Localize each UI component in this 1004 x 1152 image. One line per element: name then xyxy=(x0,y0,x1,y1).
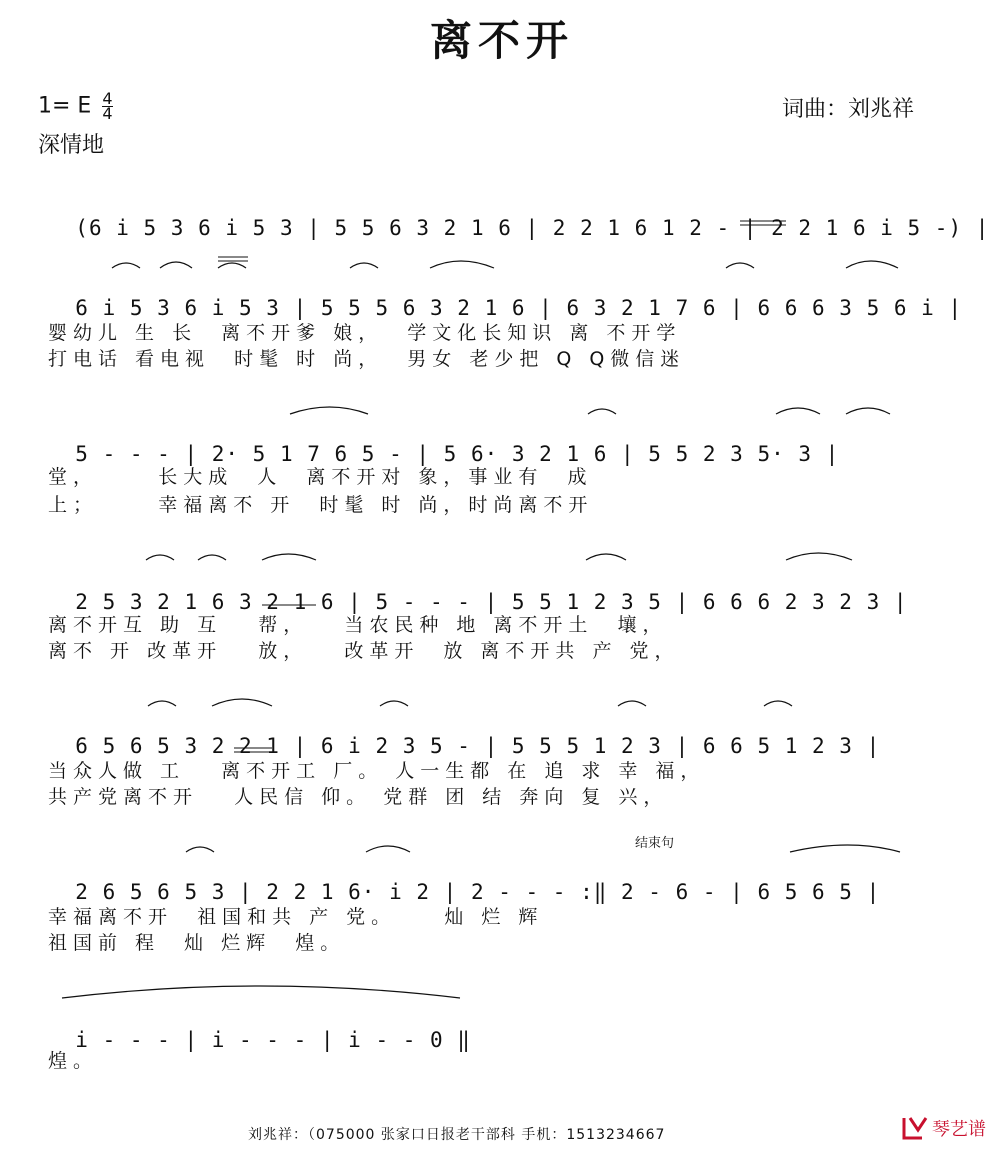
lyric-line: 打电话 看电视 时髦 时 尚， 男女 老少把 Q Q微信迷 xyxy=(48,348,686,370)
ending-label: 结束句 xyxy=(635,836,675,851)
score-notes: 5 - - - | 2· 5 1 7 6 5 - | 5 6· 3 2 1 6 | 5 5 2 3 5· 3 | xyxy=(75,442,840,466)
lyric-line: 上； 幸福离不 开 时髦 时 尚，时尚离不开 xyxy=(48,494,594,516)
score-notes: 2 6 5 6 5 3 | 2 2 1 6· i 2 | 2 - - - :‖ 2 - 6 - | 6 5 6 5 | xyxy=(75,880,881,904)
lyric-line: 离不 开 改革开 放， 改革开 放 离不开共 产 党， xyxy=(48,640,680,662)
score-notes: 6 i 5 3 6 i 5 3 | 5 5 5 6 3 2 1 6 | 6 3 2 1 7 6 | 6 6 6 3 5 6 i | xyxy=(75,296,963,320)
logo-mark xyxy=(900,1112,992,1144)
author-credit: 词曲：刘兆祥 xyxy=(781,97,914,122)
lyric-line: 共产党离不开 人民信 仰。 党群 团 结 奔向 复 兴， xyxy=(48,786,669,808)
key-label: 1= E xyxy=(38,93,92,119)
site-logo xyxy=(900,1112,992,1144)
lyric-line: 当众人做 工 离不开工 厂。 人一生都 在 追 求 幸 福， xyxy=(48,760,706,782)
lyric-line: 幸福离不开 祖国和共 产 党。 灿 烂 辉 xyxy=(48,906,544,928)
lyric-line: 堂， 长大成 人 离不开对 象，事业有 成 xyxy=(48,466,593,488)
score-notes: i - - - | i - - - | i - - 0 ‖ xyxy=(75,1028,471,1052)
time-top: 4 xyxy=(102,89,113,108)
lyric-line: 祖国前 程 灿 烂辉 煌。 xyxy=(48,932,346,954)
time-bottom: 4 xyxy=(102,104,113,123)
footer-contact: 刘兆祥：（075000 张家口日报老干部科 手机：1513234667 xyxy=(248,1127,666,1143)
score-notes: (6 i 5 3 6 i 5 3 | 5 5 6 3 2 1 6 | 2 2 1 6 1 2 - | 2 2 1 6 i 5 -) | xyxy=(75,216,990,240)
page-title: 离不开 xyxy=(429,16,574,65)
score-notes: 2 5 3 2 1 6 3 2 1 6 | 5 - - - | 5 5 1 2 3 5 | 6 6 6 2 3 2 3 | xyxy=(75,590,908,614)
lyric-line: 婴幼儿 生 长 离不开爹 娘， 学文化长知识 离 不开学 xyxy=(48,322,682,344)
score-notes: 6 5 6 5 3 2 2 1 | 6 i 2 3 5 - | 5 5 5 1 2 3 | 6 6 5 1 2 3 | xyxy=(75,734,881,758)
lyric-line: 煌。 xyxy=(48,1050,99,1072)
lyric-line: 离不开互 助 互 帮， 当农民种 地 离不开土 壤， xyxy=(48,614,668,636)
tempo-marking: 深情地 xyxy=(38,133,105,158)
logo-text: 琴艺谱 xyxy=(932,1119,986,1140)
